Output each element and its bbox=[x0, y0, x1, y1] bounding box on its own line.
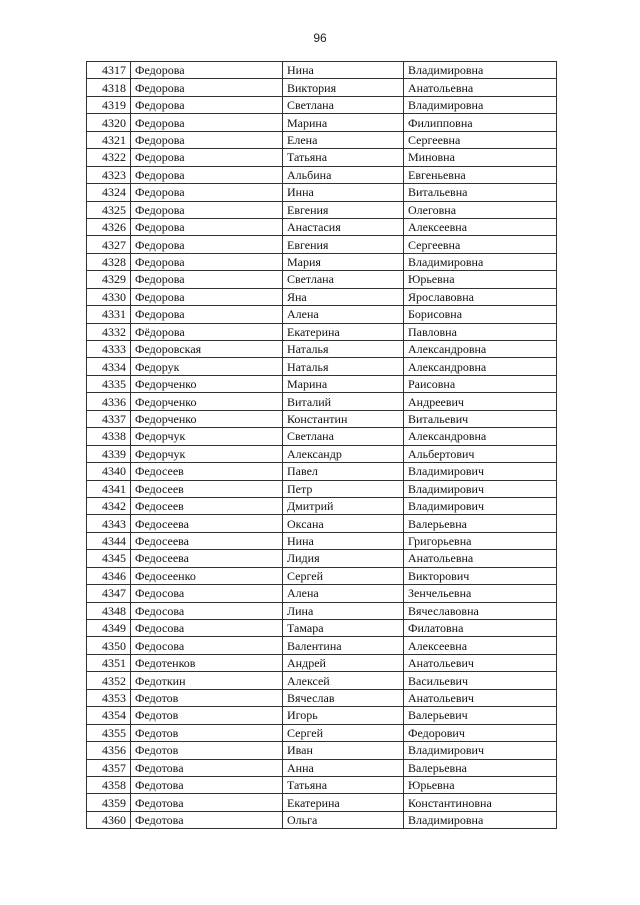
first-name-cell: Иван bbox=[283, 742, 404, 759]
row-number-cell: 4351 bbox=[87, 654, 131, 671]
patronymic-cell: Владимирович bbox=[404, 480, 557, 497]
table-row bbox=[87, 96, 557, 113]
patronymic-cell: Григорьевна bbox=[404, 532, 557, 549]
table-row bbox=[87, 166, 557, 183]
row-number-cell: 4324 bbox=[87, 184, 131, 201]
table-row bbox=[87, 236, 557, 253]
row-number-cell: 4318 bbox=[87, 79, 131, 96]
row-number-cell: 4349 bbox=[87, 620, 131, 637]
first-name-cell: Екатерина bbox=[283, 323, 404, 340]
table-row bbox=[87, 654, 557, 671]
first-name-cell: Мария bbox=[283, 253, 404, 270]
first-name-cell: Светлана bbox=[283, 96, 404, 113]
row-number-cell: 4336 bbox=[87, 393, 131, 410]
surname-cell: Федотова bbox=[131, 794, 283, 811]
row-number-cell: 4332 bbox=[87, 323, 131, 340]
row-number-cell: 4357 bbox=[87, 759, 131, 776]
surname-cell: Федорова bbox=[131, 79, 283, 96]
table-row bbox=[87, 532, 557, 549]
table-row bbox=[87, 79, 557, 96]
first-name-cell: Валентина bbox=[283, 637, 404, 654]
first-name-cell: Екатерина bbox=[283, 794, 404, 811]
row-number-cell: 4333 bbox=[87, 341, 131, 358]
row-number-cell: 4340 bbox=[87, 463, 131, 480]
surname-cell: Федорова bbox=[131, 218, 283, 235]
surname-cell: Федотов bbox=[131, 689, 283, 706]
patronymic-cell: Александровна bbox=[404, 428, 557, 445]
surname-cell: Федосеев bbox=[131, 480, 283, 497]
name-table bbox=[86, 61, 557, 829]
row-number-cell: 4342 bbox=[87, 497, 131, 514]
first-name-cell: Сергей bbox=[283, 724, 404, 741]
table-row bbox=[87, 515, 557, 532]
table-row bbox=[87, 672, 557, 689]
first-name-cell: Алена bbox=[283, 306, 404, 323]
surname-cell: Федотова bbox=[131, 776, 283, 793]
table-row bbox=[87, 567, 557, 584]
patronymic-cell: Вячеславовна bbox=[404, 602, 557, 619]
table-row bbox=[87, 794, 557, 811]
row-number-cell: 4329 bbox=[87, 271, 131, 288]
row-number-cell: 4346 bbox=[87, 567, 131, 584]
surname-cell: Федорук bbox=[131, 358, 283, 375]
first-name-cell: Павел bbox=[283, 463, 404, 480]
table-row bbox=[87, 620, 557, 637]
patronymic-cell: Владимировна bbox=[404, 811, 557, 828]
surname-cell: Федорова bbox=[131, 236, 283, 253]
patronymic-cell: Альбертович bbox=[404, 445, 557, 462]
first-name-cell: Оксана bbox=[283, 515, 404, 532]
first-name-cell: Альбина bbox=[283, 166, 404, 183]
patronymic-cell: Федорович bbox=[404, 724, 557, 741]
first-name-cell: Светлана bbox=[283, 271, 404, 288]
surname-cell: Федорова bbox=[131, 96, 283, 113]
surname-cell: Федорова bbox=[131, 288, 283, 305]
row-number-cell: 4319 bbox=[87, 96, 131, 113]
surname-cell: Федоровская bbox=[131, 341, 283, 358]
first-name-cell: Наталья bbox=[283, 341, 404, 358]
table-row bbox=[87, 341, 557, 358]
first-name-cell: Ольга bbox=[283, 811, 404, 828]
surname-cell: Фёдорова bbox=[131, 323, 283, 340]
first-name-cell: Инна bbox=[283, 184, 404, 201]
surname-cell: Федорченко bbox=[131, 375, 283, 392]
surname-cell: Федотенков bbox=[131, 654, 283, 671]
first-name-cell: Светлана bbox=[283, 428, 404, 445]
first-name-cell: Виктория bbox=[283, 79, 404, 96]
patronymic-cell: Филатовна bbox=[404, 620, 557, 637]
surname-cell: Федотова bbox=[131, 811, 283, 828]
row-number-cell: 4334 bbox=[87, 358, 131, 375]
table-row bbox=[87, 637, 557, 654]
first-name-cell: Елена bbox=[283, 131, 404, 148]
surname-cell: Федорова bbox=[131, 271, 283, 288]
row-number-cell: 4355 bbox=[87, 724, 131, 741]
row-number-cell: 4322 bbox=[87, 149, 131, 166]
table-row bbox=[87, 480, 557, 497]
row-number-cell: 4347 bbox=[87, 585, 131, 602]
patronymic-cell: Юрьевна bbox=[404, 271, 557, 288]
surname-cell: Федосеева bbox=[131, 532, 283, 549]
row-number-cell: 4358 bbox=[87, 776, 131, 793]
first-name-cell: Яна bbox=[283, 288, 404, 305]
table-row bbox=[87, 602, 557, 619]
surname-cell: Федорова bbox=[131, 201, 283, 218]
surname-cell: Федосеева bbox=[131, 550, 283, 567]
patronymic-cell: Валерьевна bbox=[404, 759, 557, 776]
surname-cell: Федосеев bbox=[131, 497, 283, 514]
table-row bbox=[87, 759, 557, 776]
surname-cell: Федоткин bbox=[131, 672, 283, 689]
table-row bbox=[87, 184, 557, 201]
patronymic-cell: Зенчельевна bbox=[404, 585, 557, 602]
patronymic-cell: Анатольевна bbox=[404, 79, 557, 96]
table-row bbox=[87, 323, 557, 340]
first-name-cell: Константин bbox=[283, 410, 404, 427]
table-row bbox=[87, 201, 557, 218]
row-number-cell: 4327 bbox=[87, 236, 131, 253]
surname-cell: Федотова bbox=[131, 759, 283, 776]
row-number-cell: 4317 bbox=[87, 62, 131, 79]
surname-cell: Федосова bbox=[131, 620, 283, 637]
surname-cell: Федосова bbox=[131, 637, 283, 654]
patronymic-cell: Владимирович bbox=[404, 497, 557, 514]
table-row bbox=[87, 463, 557, 480]
table-row bbox=[87, 288, 557, 305]
row-number-cell: 4335 bbox=[87, 375, 131, 392]
table-row bbox=[87, 358, 557, 375]
table-row bbox=[87, 410, 557, 427]
row-number-cell: 4320 bbox=[87, 114, 131, 131]
row-number-cell: 4360 bbox=[87, 811, 131, 828]
table-row bbox=[87, 585, 557, 602]
row-number-cell: 4341 bbox=[87, 480, 131, 497]
row-number-cell: 4359 bbox=[87, 794, 131, 811]
table-row bbox=[87, 62, 557, 79]
patronymic-cell: Витальевич bbox=[404, 410, 557, 427]
patronymic-cell: Евгеньевна bbox=[404, 166, 557, 183]
patronymic-cell: Сергеевна bbox=[404, 236, 557, 253]
row-number-cell: 4337 bbox=[87, 410, 131, 427]
patronymic-cell: Константиновна bbox=[404, 794, 557, 811]
first-name-cell: Нина bbox=[283, 62, 404, 79]
first-name-cell: Евгения bbox=[283, 201, 404, 218]
patronymic-cell: Миновна bbox=[404, 149, 557, 166]
first-name-cell: Татьяна bbox=[283, 776, 404, 793]
patronymic-cell: Владимировна bbox=[404, 253, 557, 270]
surname-cell: Федосеева bbox=[131, 515, 283, 532]
patronymic-cell: Анатольевна bbox=[404, 550, 557, 567]
first-name-cell: Анастасия bbox=[283, 218, 404, 235]
row-number-cell: 4330 bbox=[87, 288, 131, 305]
table-row bbox=[87, 724, 557, 741]
table-row bbox=[87, 306, 557, 323]
patronymic-cell: Александровна bbox=[404, 358, 557, 375]
row-number-cell: 4353 bbox=[87, 689, 131, 706]
first-name-cell: Наталья bbox=[283, 358, 404, 375]
table-row bbox=[87, 497, 557, 514]
first-name-cell: Евгения bbox=[283, 236, 404, 253]
patronymic-cell: Валерьевич bbox=[404, 707, 557, 724]
surname-cell: Федосова bbox=[131, 602, 283, 619]
row-number-cell: 4350 bbox=[87, 637, 131, 654]
row-number-cell: 4326 bbox=[87, 218, 131, 235]
first-name-cell: Анна bbox=[283, 759, 404, 776]
first-name-cell: Алена bbox=[283, 585, 404, 602]
surname-cell: Федорова bbox=[131, 166, 283, 183]
surname-cell: Федорова bbox=[131, 149, 283, 166]
patronymic-cell: Алексеевна bbox=[404, 637, 557, 654]
first-name-cell: Андрей bbox=[283, 654, 404, 671]
patronymic-cell: Витальевна bbox=[404, 184, 557, 201]
table-row bbox=[87, 445, 557, 462]
surname-cell: Федорова bbox=[131, 306, 283, 323]
surname-cell: Федосеев bbox=[131, 463, 283, 480]
row-number-cell: 4345 bbox=[87, 550, 131, 567]
patronymic-cell: Юрьевна bbox=[404, 776, 557, 793]
table-row bbox=[87, 428, 557, 445]
patronymic-cell: Раисовна bbox=[404, 375, 557, 392]
table-row bbox=[87, 776, 557, 793]
surname-cell: Федорова bbox=[131, 131, 283, 148]
patronymic-cell: Павловна bbox=[404, 323, 557, 340]
first-name-cell: Тамара bbox=[283, 620, 404, 637]
first-name-cell: Александр bbox=[283, 445, 404, 462]
table-row bbox=[87, 375, 557, 392]
surname-cell: Федорова bbox=[131, 62, 283, 79]
patronymic-cell: Владимировна bbox=[404, 62, 557, 79]
patronymic-cell: Васильевич bbox=[404, 672, 557, 689]
patronymic-cell: Валерьевна bbox=[404, 515, 557, 532]
table-row bbox=[87, 149, 557, 166]
row-number-cell: 4323 bbox=[87, 166, 131, 183]
patronymic-cell: Филипповна bbox=[404, 114, 557, 131]
surname-cell: Федосеенко bbox=[131, 567, 283, 584]
table-row bbox=[87, 131, 557, 148]
row-number-cell: 4344 bbox=[87, 532, 131, 549]
row-number-cell: 4325 bbox=[87, 201, 131, 218]
surname-cell: Федотов bbox=[131, 724, 283, 741]
row-number-cell: 4356 bbox=[87, 742, 131, 759]
surname-cell: Федорова bbox=[131, 253, 283, 270]
patronymic-cell: Владимировна bbox=[404, 96, 557, 113]
surname-cell: Федорчук bbox=[131, 428, 283, 445]
table-row bbox=[87, 707, 557, 724]
surname-cell: Федорченко bbox=[131, 393, 283, 410]
row-number-cell: 4354 bbox=[87, 707, 131, 724]
row-number-cell: 4321 bbox=[87, 131, 131, 148]
first-name-cell: Дмитрий bbox=[283, 497, 404, 514]
patronymic-cell: Алексеевна bbox=[404, 218, 557, 235]
patronymic-cell: Анатольевич bbox=[404, 654, 557, 671]
first-name-cell: Петр bbox=[283, 480, 404, 497]
first-name-cell: Виталий bbox=[283, 393, 404, 410]
surname-cell: Федосова bbox=[131, 585, 283, 602]
first-name-cell: Татьяна bbox=[283, 149, 404, 166]
first-name-cell: Вячеслав bbox=[283, 689, 404, 706]
table-row bbox=[87, 253, 557, 270]
patronymic-cell: Сергеевна bbox=[404, 131, 557, 148]
table-row bbox=[87, 393, 557, 410]
patronymic-cell: Олеговна bbox=[404, 201, 557, 218]
patronymic-cell: Анатольевич bbox=[404, 689, 557, 706]
first-name-cell: Марина bbox=[283, 114, 404, 131]
page-number: 96 bbox=[313, 31, 327, 45]
patronymic-cell: Борисовна bbox=[404, 306, 557, 323]
first-name-cell: Игорь bbox=[283, 707, 404, 724]
patronymic-cell: Владимирович bbox=[404, 463, 557, 480]
row-number-cell: 4331 bbox=[87, 306, 131, 323]
row-number-cell: 4339 bbox=[87, 445, 131, 462]
row-number-cell: 4352 bbox=[87, 672, 131, 689]
patronymic-cell: Александровна bbox=[404, 341, 557, 358]
surname-cell: Федотов bbox=[131, 707, 283, 724]
first-name-cell: Лина bbox=[283, 602, 404, 619]
surname-cell: Федорова bbox=[131, 184, 283, 201]
patronymic-cell: Владимирович bbox=[404, 742, 557, 759]
row-number-cell: 4348 bbox=[87, 602, 131, 619]
row-number-cell: 4328 bbox=[87, 253, 131, 270]
row-number-cell: 4343 bbox=[87, 515, 131, 532]
surname-cell: Федорова bbox=[131, 114, 283, 131]
surname-cell: Федотов bbox=[131, 742, 283, 759]
table-row bbox=[87, 811, 557, 828]
table-row bbox=[87, 218, 557, 235]
patronymic-cell: Андреевич bbox=[404, 393, 557, 410]
first-name-cell: Нина bbox=[283, 532, 404, 549]
first-name-cell: Лидия bbox=[283, 550, 404, 567]
first-name-cell: Марина bbox=[283, 375, 404, 392]
table-row bbox=[87, 550, 557, 567]
patronymic-cell: Ярославовна bbox=[404, 288, 557, 305]
table-row bbox=[87, 742, 557, 759]
patronymic-cell: Викторович bbox=[404, 567, 557, 584]
surname-cell: Федорченко bbox=[131, 410, 283, 427]
table-row bbox=[87, 114, 557, 131]
surname-cell: Федорчук bbox=[131, 445, 283, 462]
first-name-cell: Алексей bbox=[283, 672, 404, 689]
table-row bbox=[87, 689, 557, 706]
name-table-body bbox=[87, 62, 557, 829]
table-row bbox=[87, 271, 557, 288]
first-name-cell: Сергей bbox=[283, 567, 404, 584]
row-number-cell: 4338 bbox=[87, 428, 131, 445]
